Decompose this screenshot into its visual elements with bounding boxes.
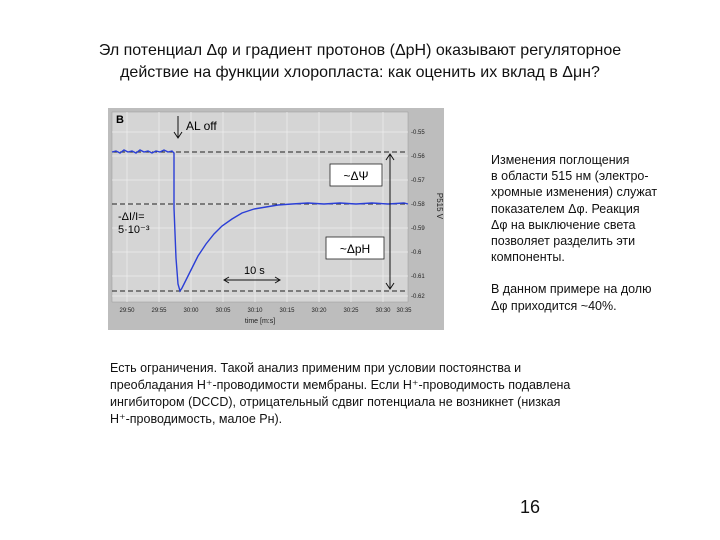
p515-figure [108, 108, 444, 330]
right-tick-4: -0.58 [411, 202, 425, 208]
time-tick-10: 30:35 [396, 308, 412, 314]
right-tick-8: -0.62 [411, 294, 425, 300]
scale-bar-label: 10 s [244, 265, 265, 277]
right-tick-5: -0.59 [411, 226, 425, 232]
time-tick-2: 29:55 [151, 308, 167, 314]
time-tick-3: 30:00 [183, 308, 199, 314]
right-tick-7: -0.61 [411, 274, 425, 280]
time-tick-6: 30:15 [279, 308, 295, 314]
side-paragraph-2: В данном примере на долю Δφ приходится ~40%. [491, 282, 652, 313]
time-tick-1: 29:50 [119, 308, 135, 314]
side-text [491, 152, 691, 314]
delta-ph-label: ~ΔpH [339, 242, 371, 256]
title-line-1: Эл потенциал Δφ и градиент протонов (ΔpH) оказывают регуляторное [98, 42, 622, 59]
time-tick-5: 30:10 [247, 308, 263, 314]
al-off-label: AL off [186, 119, 217, 133]
panel-label: B [116, 114, 124, 126]
right-tick-2: -0.56 [411, 154, 425, 160]
title-line-2: действие на функции хлоропласта: как оценить их вклад в Δμн? [120, 64, 600, 81]
time-tick-4: 30:05 [215, 308, 231, 314]
slide-title [60, 40, 660, 84]
ylabel-left-line2: 5·10⁻³ [118, 224, 150, 236]
delta-psi-label: ~ΔΨ [343, 169, 369, 183]
p515-trace-plot [108, 108, 444, 330]
right-axis-label: P515 V [435, 192, 444, 220]
time-axis-label: time [m:s] [244, 318, 276, 325]
ylabel-left-line1: -ΔI/I= [118, 211, 145, 223]
bottom-text: Есть ограничения. Такой анализ применим при условии постоянства и преобладания H⁺-проводимости мембраны. Если H⁺-проводимость подавлена ингибитором (DCCD), отрицательный сдвиг потенциала не возникнет (низкая H⁺-проводимость, малое Pн). [110, 361, 571, 426]
right-tick-1: -0.55 [411, 130, 425, 136]
page-number: 16 [520, 497, 541, 517]
right-tick-6: -0.6 [411, 250, 422, 256]
time-tick-7: 30:20 [311, 308, 327, 314]
time-tick-9: 30:30 [375, 308, 391, 314]
time-tick-8: 30:25 [343, 308, 359, 314]
side-paragraph-1: Изменения поглощения в области 515 нм (электро- хромные изменения) служат показателем Δφ. Реакция Δφ на выключение света позволяет разделить эти компоненты. [491, 153, 658, 265]
right-tick-3: -0.57 [411, 178, 425, 184]
